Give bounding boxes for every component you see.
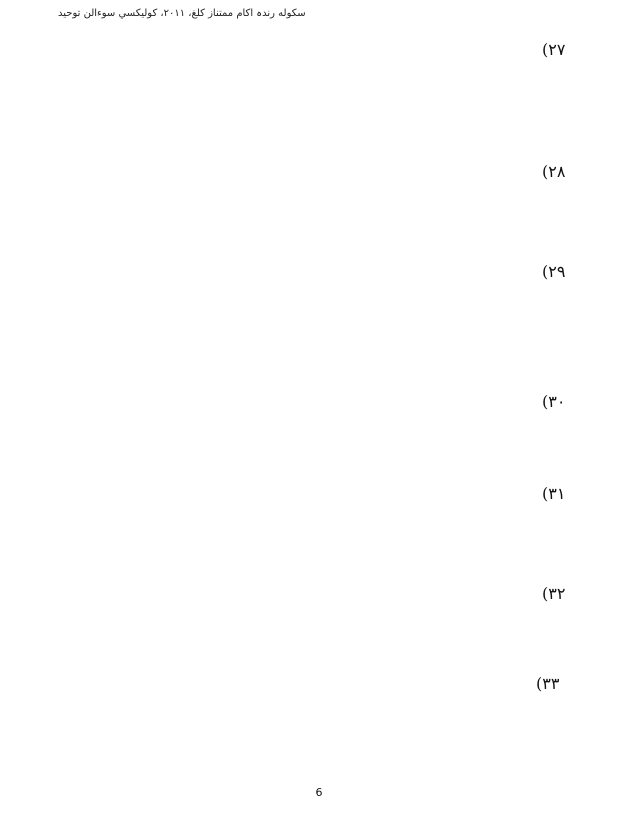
question-number: (٣١ xyxy=(542,484,566,503)
question-number: (٢٧ xyxy=(542,40,566,59)
page-header: سکوله رندہ اکام ممتناز کلغ، ٢٠١١، کوليکسي سوءالن توحيد xyxy=(58,8,306,19)
question-number: (٣٠ xyxy=(542,392,566,411)
question-number: (٢٩ xyxy=(542,262,566,281)
question-number: (٢٨ xyxy=(542,162,566,181)
page-number: 6 xyxy=(315,786,323,799)
question-number: (٣٢ xyxy=(542,584,566,603)
question-number: (٣٣ xyxy=(536,674,560,693)
